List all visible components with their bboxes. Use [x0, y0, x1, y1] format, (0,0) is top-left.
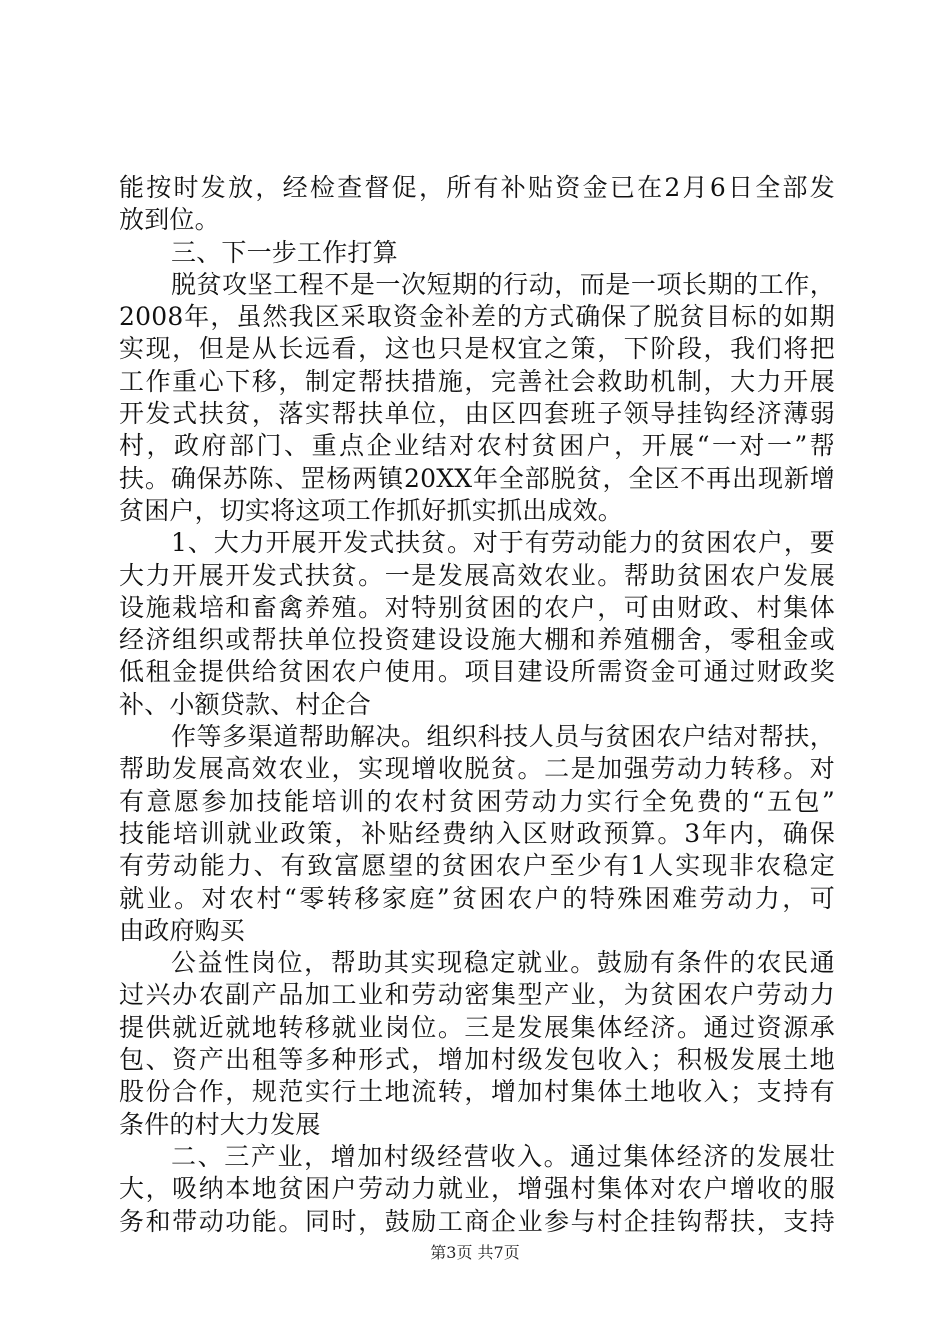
text-line: 实现，但是从长远看，这也只是权宜之策，下阶段，我们将把	[119, 334, 835, 364]
text-line: 设施栽培和畜禽养殖。对特别贫困的农户，可由财政、村集体	[119, 592, 835, 622]
text-line: 帮助发展高效农业，实现增收脱贫。二是加强劳动力转移。对	[119, 754, 835, 784]
text-line: 务和带动功能。同时，鼓励工商企业参与村企挂钩帮扶，支持	[119, 1206, 835, 1236]
text-line: 作等多渠道帮助解决。组织科技人员与贫困农户结对帮扶，	[171, 722, 835, 752]
text-line: 开发式扶贫，落实帮扶单位，由区四套班子领导挂钩经济薄弱	[119, 399, 835, 429]
text-line: 有意愿参加技能培训的农村贫困劳动力实行全免费的“五包”	[119, 786, 835, 816]
text-line: 二、三产业，增加村级经营收入。通过集体经济的发展壮	[171, 1141, 835, 1171]
text-line: 公益性岗位，帮助其实现稳定就业。鼓励有条件的农民通	[171, 948, 835, 978]
text-line: 工作重心下移，制定帮扶措施，完善社会救助机制，大力开展	[119, 366, 835, 396]
text-line: 就业。对农村“零转移家庭”贫困农户的特殊困难劳动力，可	[119, 883, 835, 913]
text-line: 有劳动能力、有致富愿望的贫困农户至少有1人实现非农稳定	[119, 851, 835, 881]
text-line: 条件的村大力发展	[119, 1109, 321, 1139]
text-line: 村，政府部门、重点企业结对农村贫困户，开展“一对一”帮	[119, 431, 835, 461]
text-line: 包、资产出租等多种形式，增加村级发包收入；积极发展土地	[119, 1045, 835, 1075]
text-line: 低租金提供给贫困农户使用。项目建设所需资金可通过财政奖	[119, 657, 835, 687]
text-line: 三、下一步工作打算	[171, 237, 398, 267]
text-line: 贫困户，切实将这项工作抓好抓实抓出成效。	[119, 495, 624, 525]
text-line: 经济组织或帮扶单位投资建设设施大棚和养殖棚舍，零租金或	[119, 625, 835, 655]
text-line: 提供就近就地转移就业岗位。三是发展集体经济。通过资源承	[119, 1012, 835, 1042]
text-line: 由政府购买	[119, 915, 246, 945]
text-line: 放到位。	[119, 205, 220, 235]
text-line: 能按时发放，经检查督促，所有补贴资金已在2月6日全部发	[119, 173, 835, 202]
text-line: 2008年，虽然我区采取资金补差的方式确保了脱贫目标的如期	[119, 302, 835, 332]
text-line: 大，吸纳本地贫困户劳动力就业，增强村集体对农户增收的服	[119, 1174, 835, 1204]
text-line: 补、小额贷款、村企合	[119, 689, 372, 719]
text-line: 技能培训就业政策，补贴经费纳入区财政预算。3年内，确保	[119, 818, 835, 848]
text-line: 大力开展开发式扶贫。一是发展高效农业。帮助贫困农户发展	[119, 560, 835, 590]
text-line: 扶。确保苏陈、罡杨两镇20XX年全部脱贫，全区不再出现新增	[119, 463, 835, 493]
text-line: 脱贫攻坚工程不是一次短期的行动，而是一项长期的工作，	[171, 269, 835, 299]
text-line: 股份合作，规范实行土地流转，增加村集体土地收入；支持有	[119, 1077, 835, 1107]
text-line: 过兴办农副产品加工业和劳动密集型产业，为贫困农户劳动力	[119, 980, 835, 1010]
body-text	[119, 172, 835, 1238]
page-footer: 第3页 共7页	[430, 1243, 520, 1262]
text-line: 1、大力开展开发式扶贫。对于有劳动能力的贫困农户，要	[171, 528, 835, 558]
